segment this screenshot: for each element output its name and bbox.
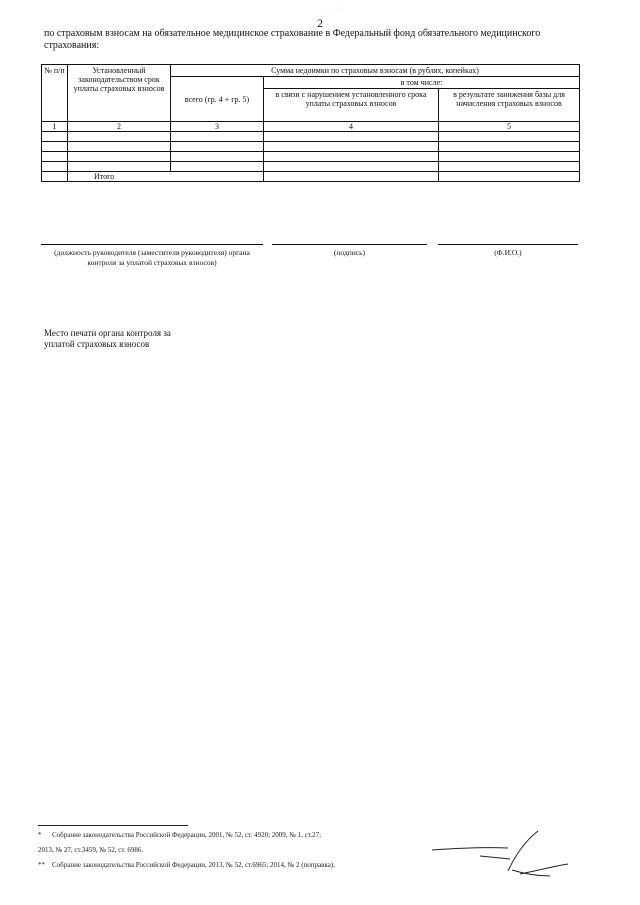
header-understated: в результате занижения базы для начисления страховых взносов	[439, 89, 580, 122]
column-number: 5	[439, 122, 580, 132]
position-caption: (должность руководителя (заместителя руководителя) органа контроля за уплатой страховых взносов)	[54, 248, 250, 267]
footnote-text: Собрание законодательства Российской Федерации, 2001, № 52, ст. 4920; 2009, № 1, ст.27;	[52, 831, 322, 839]
total-row	[42, 172, 580, 182]
table-row	[42, 162, 580, 172]
header-including: в том числе:	[264, 77, 580, 89]
header-total: всего (гр. 4 + гр. 5)	[171, 77, 264, 122]
header-violation: в связи с нарушением установленного срока уплаты страховых взносов	[264, 89, 439, 122]
page-number: 2	[317, 16, 323, 30]
name-line	[438, 244, 578, 245]
header-deadline: Установленный законодательством срок уплаты страховых взносов	[68, 65, 171, 122]
footnote-text: 2013, № 27, ст.3459, № 52, ст. 6986.	[38, 846, 144, 854]
footnote	[38, 831, 321, 840]
intro-text: по страховым взносам на обязательное медицинское страхование в Федеральный фонд обязательного медицинского страхования:	[44, 28, 541, 51]
name-caption: (Ф.И.О.)	[494, 248, 522, 257]
signature-line	[272, 244, 427, 245]
footnote-text: Собрание законодательства Российской Федерации, 2013, № 52, ст.6965; 2014, № 2 (поправка).	[52, 861, 335, 869]
handwritten-signature	[430, 826, 570, 881]
stamp-place-text: Место печати органа контроля за уплатой страховых взносов	[44, 328, 171, 349]
column-number: 2	[68, 122, 171, 132]
header-arrears-sum: Сумма недоимки по страховым взносам (в рублях, копейках)	[171, 65, 580, 77]
table-row	[42, 132, 580, 142]
footnote-rule	[38, 825, 188, 826]
header-no: № п/п	[42, 65, 68, 122]
column-number: 3	[171, 122, 264, 132]
table-row	[42, 152, 580, 162]
footnote-mark: **	[38, 861, 45, 869]
footnote	[38, 846, 143, 855]
total-label: Итого	[68, 172, 264, 182]
column-number: 1	[42, 122, 68, 132]
footnote-mark: *	[38, 831, 42, 839]
signature-caption: (подпись)	[333, 248, 366, 257]
column-number: 4	[264, 122, 439, 132]
scan-speck: · ·	[327, 6, 342, 12]
position-line	[41, 244, 263, 245]
arrears-table	[41, 64, 580, 182]
footnote	[38, 861, 335, 870]
table-row	[42, 142, 580, 152]
